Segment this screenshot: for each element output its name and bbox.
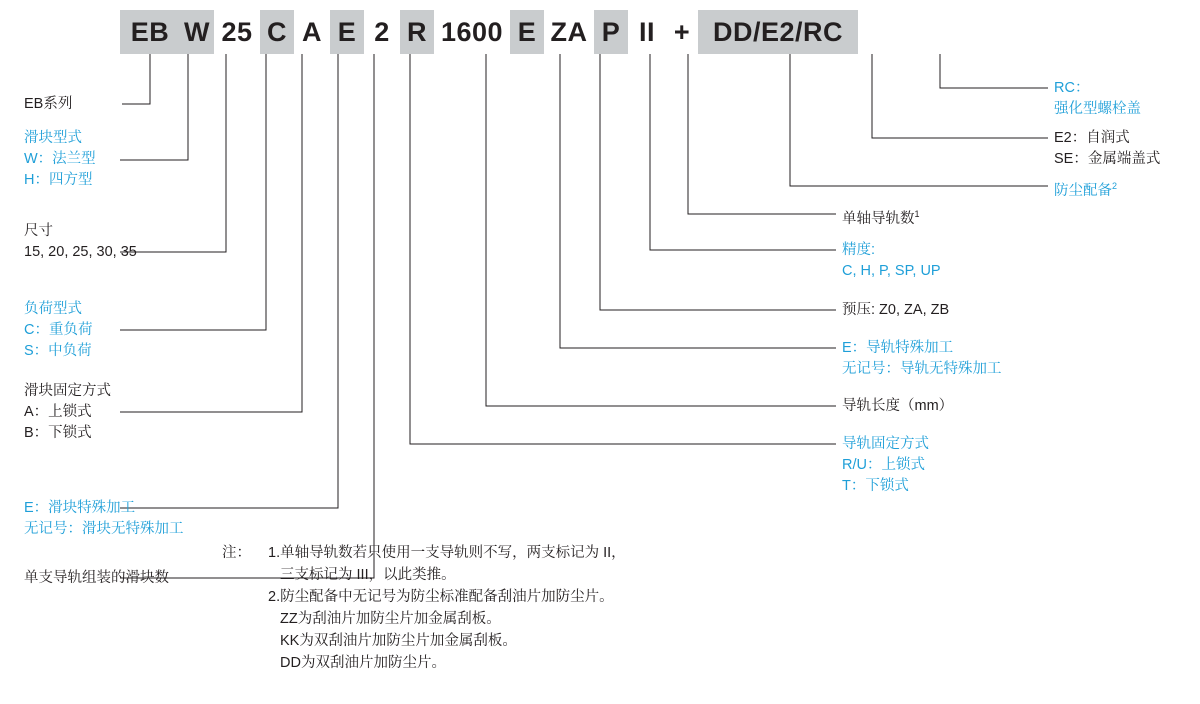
code-cell-6: 2: [364, 10, 400, 54]
note-line-3: ZZ为刮油片加防尘片加金属刮板。: [280, 611, 501, 627]
notes-prefix-text: 注：: [222, 545, 251, 561]
code-cell-10: ZA: [544, 10, 594, 54]
label-series-line1: EB系列: [24, 96, 73, 112]
code-cell-12: II: [628, 10, 666, 54]
note-line-1: 三支标记为 III，以此类推。: [280, 567, 456, 583]
label-rail-fixing-line1: 导轨固定方式: [842, 436, 929, 452]
label-block-type-line2: W：法兰型: [24, 151, 96, 167]
label-series: [24, 94, 72, 115]
label-rail-qty-sup: 1: [914, 209, 920, 219]
label-rail-length-line1: 导轨长度（mm）: [842, 398, 954, 414]
label-dust-proof-sup: 2: [1112, 181, 1118, 191]
code-cell-1: W: [180, 10, 214, 54]
label-block-type: [24, 128, 96, 191]
note-line-4: KK为双刮油片加防尘片加金属刮板。: [280, 633, 517, 649]
note-line-0: 1.单轴导轨数若只使用一支导轨则不写，两支标记为 II，: [268, 545, 626, 561]
label-load-type-line2: C：重负荷: [24, 322, 93, 338]
label-e2-line1: E2：自润式: [1054, 130, 1130, 146]
label-rc-line1: RC：: [1054, 80, 1090, 96]
label-block-type-line3: H：四方型: [24, 172, 93, 188]
label-block-special-line2: 无记号：滑块无特殊加工: [24, 521, 184, 537]
label-rail-special: [842, 338, 1002, 380]
label-block-type-line1: 滑块型式: [24, 130, 82, 146]
label-preload-line1: 预压: Z0, ZA, ZB: [842, 302, 950, 318]
code-cell-13: +: [666, 10, 698, 54]
code-cell-7: R: [400, 10, 434, 54]
label-block-special: [24, 498, 184, 540]
notes-body: [268, 542, 626, 674]
label-rail-qty: [842, 204, 920, 230]
code-cell-0: EB: [120, 10, 180, 54]
label-rail-special-line1: E：导轨特殊加工: [842, 340, 954, 356]
label-dust-proof: [1054, 176, 1117, 202]
label-block-count-line1: 单支导轨组装的滑块数: [24, 570, 169, 586]
code-cell-11: P: [594, 10, 628, 54]
label-block-fixing-line2: A：上锁式: [24, 404, 92, 420]
label-accuracy: [842, 240, 941, 282]
label-block-fixing-line3: B：下锁式: [24, 425, 92, 441]
label-load-type: [24, 299, 92, 362]
label-rc-line2: 强化型螺栓盖: [1054, 101, 1141, 117]
code-cell-2: 25: [214, 10, 260, 54]
label-block-fixing-line1: 滑块固定方式: [24, 383, 111, 399]
label-e2-se: [1054, 128, 1160, 170]
note-line-5: DD为双刮油片加防尘片。: [280, 655, 446, 671]
label-size: [24, 221, 137, 263]
note-line-2: 2.防尘配备中无记号为防尘标准配备刮油片加防尘片。: [268, 589, 614, 605]
code-cell-4: A: [294, 10, 330, 54]
label-rail-fixing-line2: R/U：上锁式: [842, 457, 925, 473]
code-cell-5: E: [330, 10, 364, 54]
label-size-line2: 15, 20, 25, 30, 35: [24, 244, 137, 260]
code-cell-8: 1600: [434, 10, 510, 54]
label-preload: [842, 300, 949, 321]
label-rail-fixing: [842, 434, 929, 497]
label-se-line2: SE：金属端盖式: [1054, 151, 1161, 167]
label-load-type-line3: S：中负荷: [24, 343, 92, 359]
label-rail-special-line2: 无记号：导轨无特殊加工: [842, 361, 1002, 377]
label-load-type-line1: 负荷型式: [24, 301, 82, 317]
code-cell-9: E: [510, 10, 544, 54]
label-size-line1: 尺寸: [24, 223, 53, 239]
label-rail-fixing-line3: T：下锁式: [842, 478, 909, 494]
label-rail-length: [842, 396, 953, 417]
label-accuracy-line1: 精度:: [842, 242, 876, 258]
label-block-fixing: [24, 381, 111, 444]
label-dust-proof-line1: 防尘配备: [1054, 182, 1112, 199]
label-accuracy-line2: C, H, P, SP, UP: [842, 263, 941, 279]
label-rail-qty-line1: 单轴导轨数: [842, 210, 915, 227]
model-code-row: [120, 10, 858, 54]
code-cell-14: DD/E2/RC: [698, 10, 858, 54]
notes-prefix: [222, 542, 251, 564]
label-rc: [1054, 78, 1141, 120]
code-cell-3: C: [260, 10, 294, 54]
label-block-special-line1: E：滑块特殊加工: [24, 500, 136, 516]
label-block-count: [24, 568, 169, 589]
